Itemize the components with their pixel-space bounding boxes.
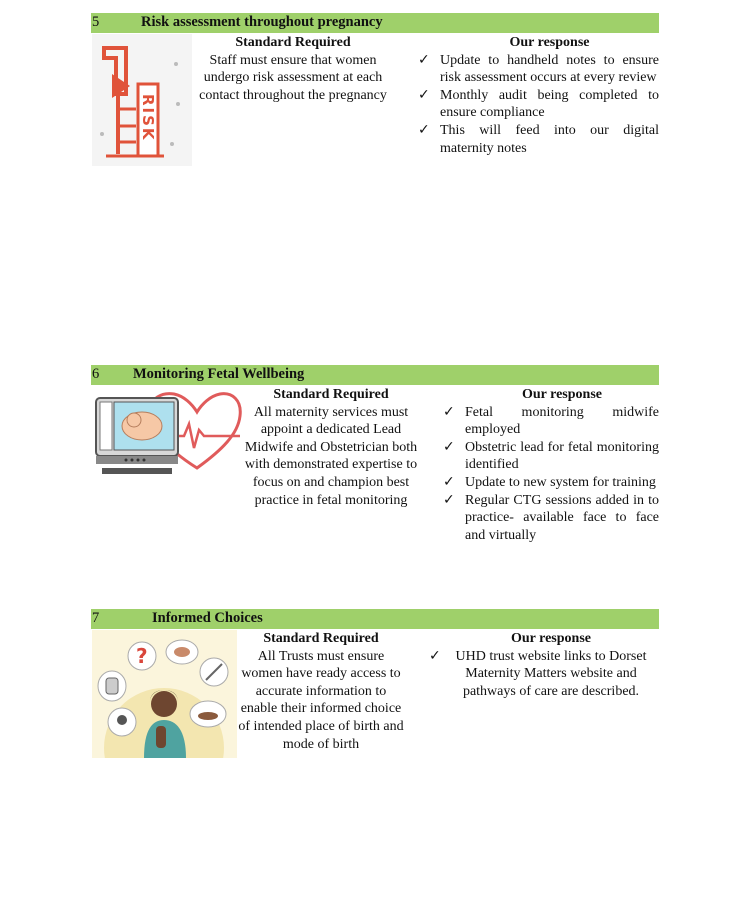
- response-column: [429, 630, 659, 700]
- section-6-header: [91, 365, 659, 385]
- question-mark-icon: ?: [136, 644, 148, 668]
- informed-choices-image: [92, 630, 237, 758]
- response-item: ✓ Regular CTG sessions added in to practice- available face to face and virtually: [443, 491, 659, 543]
- response-list: [418, 51, 659, 158]
- section-6: [91, 365, 659, 575]
- check-icon: ✓: [443, 473, 455, 490]
- section-number: 7: [92, 610, 100, 626]
- response-list: [443, 403, 659, 545]
- response-item: ✓ This will feed into our digital maternity notes: [418, 121, 659, 156]
- section-5-header: [91, 13, 659, 33]
- response-item: ✓ Update to handheld notes to ensure risk assessment occurs at every review: [418, 51, 659, 86]
- section-number: 5: [92, 14, 100, 30]
- standard-column: [237, 630, 405, 753]
- check-icon: ✓: [443, 438, 455, 455]
- response-list: [429, 647, 659, 701]
- standard-text: All maternity services must appoint a dedicated Lead Midwife and Obstetrician both with demonstrated expertise to focus on and champion best practice in fetal monitoring: [244, 404, 418, 508]
- section-title: Risk assessment throughout pregnancy: [141, 14, 383, 30]
- standard-column: [241, 386, 421, 509]
- check-icon: ✓: [418, 121, 430, 138]
- section-title: Informed Choices: [152, 610, 263, 626]
- response-column: [443, 386, 659, 544]
- check-icon: ✓: [418, 51, 430, 68]
- response-item: ✓ UHD trust website links to Dorset Maternity Matters website and pathways of care are described.: [429, 647, 647, 699]
- section-title: Monitoring Fetal Wellbeing: [133, 366, 305, 382]
- response-column: [418, 34, 659, 157]
- fetal-monitor-image: [92, 386, 242, 476]
- check-icon: ✓: [443, 403, 455, 420]
- check-icon: ✓: [418, 86, 430, 103]
- risk-sign-lettering: RISK: [139, 94, 157, 142]
- standard-heading: Standard Required: [235, 35, 351, 50]
- response-heading: Our response: [511, 631, 591, 646]
- section-number: 6: [92, 366, 100, 382]
- response-item: ✓ Fetal monitoring midwife employed: [443, 403, 659, 438]
- response-heading: Our response: [509, 35, 590, 50]
- standard-heading: Standard Required: [273, 387, 389, 402]
- standard-heading: Standard Required: [263, 631, 379, 646]
- check-icon: ✓: [443, 491, 455, 508]
- standard-text: Staff must ensure that women undergo risk assessment at each contact throughout the pregnancy: [199, 52, 387, 103]
- response-item: ✓ Update to new system for training: [443, 473, 656, 490]
- standard-text: All Trusts must ensure women have ready access to accurate information to enable their informed choice of intended place of birth and mode of birth: [238, 648, 404, 752]
- check-icon: ✓: [429, 647, 441, 664]
- section-7: [91, 609, 659, 779]
- response-item: ✓ Obstetric lead for fetal monitoring identified: [443, 438, 659, 473]
- response-heading: Our response: [522, 387, 602, 402]
- risk-sign-image: [92, 34, 192, 166]
- response-item: ✓ Monthly audit being completed to ensure compliance: [418, 86, 659, 121]
- section-5: [91, 13, 659, 173]
- section-7-header: [91, 609, 659, 629]
- standard-column: [195, 34, 391, 104]
